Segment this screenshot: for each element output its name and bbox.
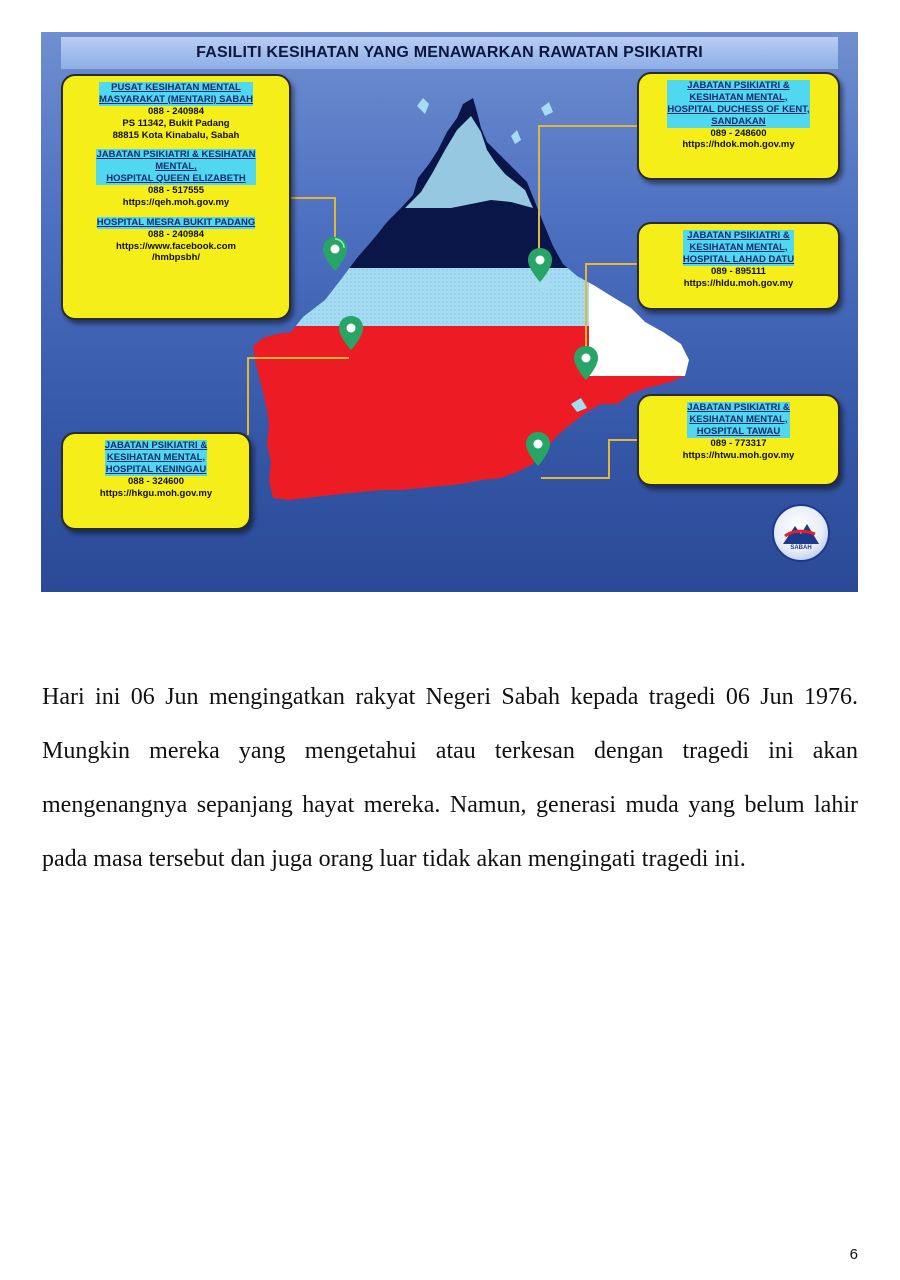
location-pin-icon[interactable] (574, 346, 598, 380)
website-link[interactable]: https://qeh.moh.gov.my (122, 196, 230, 208)
phone-number: 088 - 240984 (148, 228, 204, 240)
phone-number: 089 - 248600 (710, 127, 767, 139)
facility-box-lahad-datu (637, 222, 840, 310)
location-pin-icon[interactable] (526, 432, 550, 466)
facility-box-kota-kinabalu (61, 74, 291, 320)
location-pin-icon[interactable] (528, 248, 552, 282)
facility-name: JABATAN PSIKIATRI & KESIHATAN MENTAL, HOSPITAL KENINGAU (104, 440, 208, 475)
facility-name: HOSPITAL MESRA BUKIT PADANG (96, 216, 256, 228)
website-link[interactable]: https://htwu.moh.gov.my (682, 449, 795, 461)
phone-number: 089 - 773317 (710, 437, 767, 449)
infographic-title: FASILITI KESIHATAN YANG MENAWARKAN RAWATAN PSIKIATRI (61, 37, 838, 69)
body-paragraph: Hari ini 06 Jun mengingatkan rakyat Negeri Sabah kepada tragedi 06 Jun 1976. Mungkin mereka yang mengetahui atau terkesan dengan tragedi ini akan mengenangnya sepanjang hayat mereka. Namun, generasi muda yang belum lahir pada masa tersebut dan juga orang luar tidak akan mengingati tragedi ini. (42, 684, 858, 872)
facility-box-sandakan (637, 72, 840, 180)
phone-number: 088 - 517555 (148, 185, 204, 196)
sabah-logo (772, 504, 830, 562)
phone-number: 088 - 324600 (128, 475, 184, 487)
facility-name: PUSAT KESIHATAN MENTAL MASYARAKAT (MENTARI) SABAH (99, 82, 253, 105)
website-link[interactable]: /hmbpsbh/ (151, 252, 201, 264)
website-link[interactable]: https://www.facebook.com (116, 240, 236, 252)
logo-text: SABAH (790, 545, 812, 551)
facility-name: JABATAN PSIKIATRI & KESIHATAN MENTAL, HOSPITAL LAHAD DATU (682, 230, 795, 265)
page-number: 6 (849, 1246, 858, 1263)
website-link[interactable]: https://hdok.moh.gov.my (682, 139, 795, 151)
phone-number: 089 - 895111 (711, 265, 766, 277)
address-line: 88815 Kota Kinabalu, Sabah (112, 129, 240, 141)
facility-name: JABATAN PSIKIATRI & KESIHATAN MENTAL, HOSPITAL TAWAU (687, 402, 790, 437)
location-pin-icon[interactable] (323, 237, 347, 271)
facility-box-tawau (637, 394, 840, 486)
facility-name: JABATAN PSIKIATRI & KESIHATAN MENTAL, HOSPITAL DUCHESS OF KENT, SANDAKAN (667, 80, 810, 127)
address-line: PS 11342, Bukit Padang (122, 117, 230, 129)
facility-box-keningau (61, 432, 251, 530)
phone-number: 088 - 240984 (148, 105, 204, 117)
website-link[interactable]: https://hldu.moh.gov.my (683, 277, 794, 289)
psychiatric-facilities-infographic (41, 32, 858, 592)
facility-name: JABATAN PSIKIATRI & KESIHATAN MENTAL, HOSPITAL QUEEN ELIZABETH (96, 149, 256, 185)
website-link[interactable]: https://hkgu.moh.gov.my (99, 487, 213, 499)
mountain-emblem-icon (781, 518, 821, 548)
location-pin-icon[interactable] (339, 316, 363, 350)
